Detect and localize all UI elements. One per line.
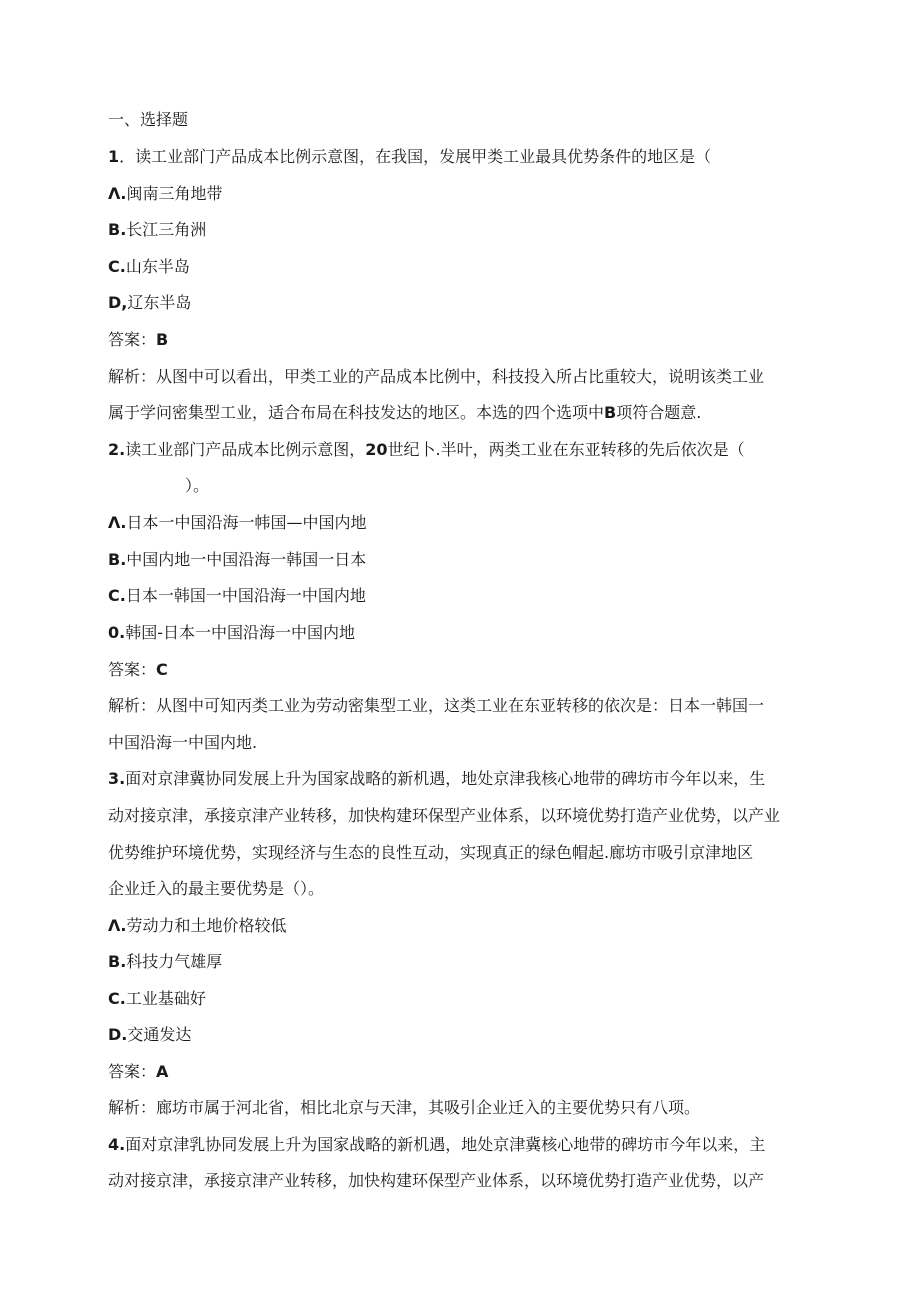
option-b [108,951,820,973]
option-d [108,622,820,644]
analysis-bold: B [604,403,617,422]
question-2-stem [108,439,820,461]
option-text: 山东半岛 [125,257,190,276]
question-text: 动对接京津，承接京津产业转移，加快构建环保型产业体系，以环境优势打造产业优势，以产 [108,1171,765,1190]
question-text: 读工业部门产品成本比例示意图， [125,440,366,459]
option-text: 辽东半岛 [127,293,192,312]
question-text: 动对接京津，承接京津产业转移，加快构建环保型产业体系，以环境优势打造产业优势，以产业 [108,806,781,825]
answer-line [108,1061,820,1083]
analysis-line [108,402,820,424]
analysis-text: 项符合题意. [616,403,702,422]
option-d [108,1024,820,1046]
option-letter: Λ. [108,916,127,935]
question-text: 世纪卜.半叶，两类工业在东亚转移的先后依次是（ [387,440,745,459]
answer-value: B [156,330,169,349]
answer-line [108,329,820,351]
option-letter: B. [108,550,127,569]
option-letter: Λ. [108,184,127,203]
option-letter: B. [108,952,127,971]
question-text: 面对京津乳协同发展上升为国家战略的新机遇，地处京津冀核心地带的碑坊市今年以来，主 [125,1135,766,1154]
option-letter: C. [108,257,126,276]
analysis-line: 解析：廊坊市属于河北省，相比北京与天津，其吸引企业迁入的主要优势只有八项。 [108,1098,701,1117]
analysis-line: 解析：从图中可知丙类工业为劳动密集型工业，这类工业在东亚转移的依次是：日本一韩国一 [108,696,765,715]
option-text: 交通发达 [127,1025,192,1044]
option-text: 长江三角洲 [126,220,207,239]
answer-value: A [156,1062,169,1081]
option-text: 科技力气雄厚 [126,952,223,971]
option-text: 日本一中国沿海一帏国—中国内地 [126,513,367,532]
option-letter: B. [108,220,127,239]
question-text: 面对京津冀协同发展上升为国家战略的新机遇，地处京津我核心地带的碑坊市今年以来，生 [125,769,766,788]
option-a [108,915,820,937]
question-text: 优势维护环境优势，实现经济与生态的良性互动，实现真正的绿色帽起.廊坊市吸引京津地区 [108,843,754,862]
section-title: 一、选择题 [108,110,189,129]
analysis-line: 解析：从图中可以看出，甲类工业的产品成本比例中，科技投入所占比重较大，说明该类工业 [108,367,765,386]
question-1-stem [108,146,820,168]
question-text: 企业迁入的最主要优势是（）。 [108,879,325,898]
question-number: 1 [108,147,120,166]
answer-label: 答案： [108,1062,157,1081]
option-text: 韩国-日本一中国沿海一中国内地 [125,623,355,642]
option-letter: 0. [108,623,126,642]
answer-value: C [156,660,168,679]
answer-label: 答案： [108,330,157,349]
option-a [108,512,820,534]
option-d [108,292,820,314]
question-4-stem [108,1134,820,1156]
option-c [108,585,820,607]
question-number: 4. [108,1135,126,1154]
option-letter: D, [108,293,128,312]
analysis-text: 属于学问密集型工业，适合布局在科技发达的地区。本选的四个选项中 [108,403,605,422]
option-b [108,219,820,241]
question-number: 2. [108,440,126,459]
option-text: 劳动力和土地价格较低 [126,916,287,935]
option-b [108,549,820,571]
option-letter: D. [108,1025,128,1044]
option-text: 日本一韩国一中国沿海一中国内地 [125,586,366,605]
option-text: 闽南三角地带 [126,184,223,203]
option-text: 中国内地一中国沿海一韩国一日本 [126,550,367,569]
question-blank: ）。 [185,476,210,495]
answer-line [108,659,820,681]
analysis-line: 中国沿海一中国内地. [108,733,258,752]
answer-label: 答案： [108,660,157,679]
option-letter: Λ. [108,513,127,532]
option-text: 工业基础好 [125,989,206,1008]
option-letter: C. [108,989,126,1008]
option-c [108,256,820,278]
question-bold: 20 [365,440,388,459]
option-letter: C. [108,586,126,605]
question-3-stem [108,768,820,790]
option-a [108,183,820,205]
option-c [108,988,820,1010]
question-text: ．读工业部门产品成本比例示意图，在我国，发展甲类工业最具优势条件的地区是（ [119,147,712,166]
question-number: 3. [108,769,126,788]
